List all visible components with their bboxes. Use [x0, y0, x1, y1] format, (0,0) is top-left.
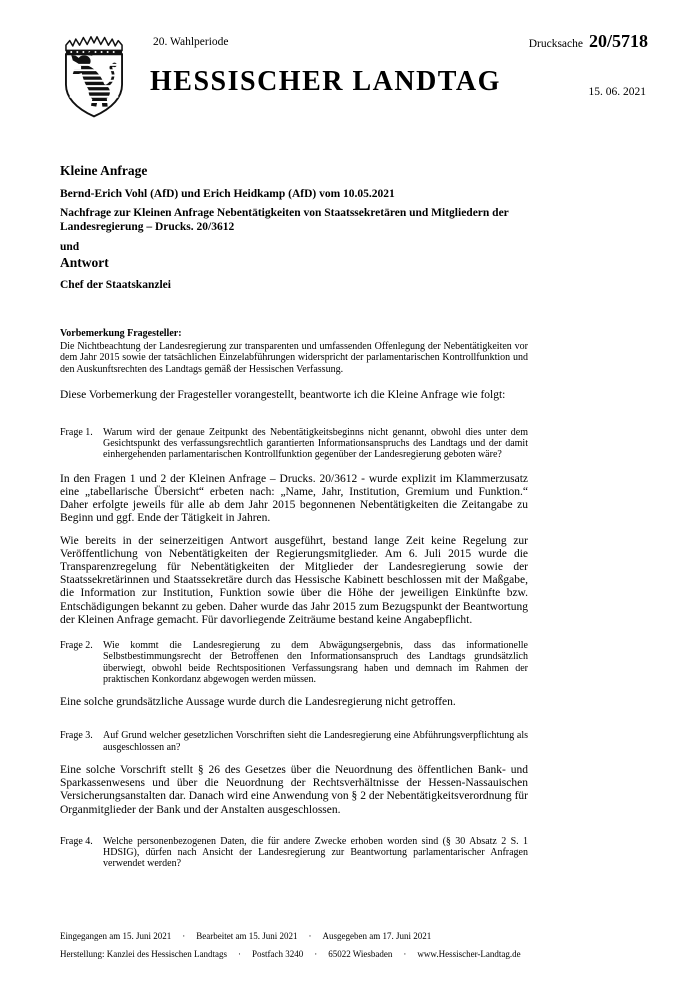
answer-paragraph-2: Eine solche grundsätzliche Aussage wurde durch die Landesregierung nicht getroffen.: [60, 696, 456, 709]
connector-word: und: [60, 241, 80, 253]
footer-received: Eingegangen am 15. Juni 2021: [60, 931, 172, 941]
document-date: 15. 06. 2021: [588, 86, 646, 98]
footer-website: www.Hessischer-Landtag.de: [417, 949, 521, 959]
question-block-4: [60, 836, 528, 870]
question-block-2: [60, 640, 528, 685]
question-label-3: Frage 3.: [60, 730, 93, 742]
answer-heading: Antwort: [60, 255, 109, 270]
footer-dates-line: [60, 931, 521, 941]
footer-city: 65022 Wiesbaden: [328, 949, 393, 959]
answerer-line: Chef der Staatskanzlei: [60, 279, 171, 291]
document-body: [60, 163, 528, 870]
answer-paragraph-3: Eine solche Vorschrift stellt § 26 des Gesetzes über die Neuordnung des öffentlichen Bank- und Sparkassenwesens und über die Neuordnung der Rechtsverhältnisse der Hessen-Nassauischen Versicherungsanstalten dar. Danach wird eine Anwendung von § 2 der Nebentätigkeitsverordnung für Organmitglieder der Bank und der Anstalten ausgeschlossen.: [60, 764, 528, 816]
footer-separator: ·: [182, 931, 186, 941]
footer-separator: ·: [314, 949, 318, 959]
answer-paragraph-1a: In den Fragen 1 und 2 der Kleinen Anfrage – Drucks. 20/3612 - wurde explizit im Klammerzusatz eine „tabellarische Übersicht“ erbeten nach: „Name, Jahr, Institution, Gremium und Funktion.“ Daher erfolgte jeweils für alle ab dem Jahr 2015 begonnenen Nebentätigkeiten die Zeitangabe zu Beginn und ggf. Ende der Tätigkeit in Jahren.: [60, 472, 528, 525]
drucksache-number: 20/5718: [588, 31, 648, 51]
lead-in-sentence: Diese Vorbemerkung der Fragesteller vorangestellt, beantworte ich die Kleine Anfrage wie folgt:: [60, 388, 506, 401]
institution-title: HESSISCHER LANDTAG: [150, 66, 501, 97]
answer-paragraph-1b: Wie bereits in der seinerzeitigen Antwort ausgeführt, bestand lange Zeit keine Regelung zur Veröffentlichung von Nebentätigkeiten der Regierungsmitglieder. Am 6. Juli 2015 wurde die Transparenzregelung für Nebentätigkeiten der Mitglieder der Landesregierung sowie der Staatssekretärinnen und Staatssekretäre durch das Hessische Kabinett beschlossen mit der Maßgabe, die Information zur Institution, Funktion sowie über die Höhe der jeweiligen Einkünfte bzw. Entschädigungen bekannt zu geben. Daher wurde das Jahr 2015 zum Bezugspunkt der Beantwortung der Kleinen Anfrage gemacht. Für davorliegende Zeiträume bestand keine Angabepflicht.: [60, 534, 528, 626]
footer-imprint-line: [60, 949, 521, 959]
hessen-coat-of-arms-icon: [56, 30, 132, 124]
preface-text: Die Nichtbeachtung der Landesregierung zur transparenten und umfassenden Offenlegung der Nebentätigkeiten vor dem Jahr 2015 sowie der tatsächlichen Einzelabführungen widerspricht der parlamentarischen Kontrollfunktion und den Auskunftsrechten des Landtags gemäß der Hessischen Verfassung.: [60, 341, 528, 375]
footer-processed: Bearbeitet am 15. Juni 2021: [196, 931, 298, 941]
footer-pobox: Postfach 3240: [251, 949, 304, 959]
question-text-1: Warum wird der genaue Zeitpunkt des Nebentätigkeitsbeginns nicht genannt, obwohl dies unter dem Gesichtspunkt des verfassungsrechtlich garantierten Informationsanspruchs des Landtags und der damit einhergehenden parlamentarischen Kontrollfunktion gegenüber der Landesregierung geboten wäre?: [103, 426, 528, 461]
authors-line: Bernd-Erich Vohl (AfD) und Erich Heidkamp (AfD) vom 10.05.2021: [60, 188, 395, 200]
drucksache-label: Drucksache: [528, 38, 583, 50]
legislative-period: 20. Wahlperiode: [153, 36, 229, 48]
question-text-4: Welche personenbezogenen Daten, die für andere Zwecke erhoben worden sind (§ 30 Absatz 2 S. 1 HDSIG), dürfen nach Ansicht der Landesregierung zur Beantwortung parlamentarischer Anfragen verwendet werden?: [103, 835, 528, 870]
question-block-3: [60, 730, 528, 753]
subject-line: Nachfrage zur Kleinen Anfrage Nebentätigkeiten von Staatssekretären und Mitgliedern der Landesregierung – Drucks. 20/3612: [60, 207, 509, 233]
footer-separator: ·: [308, 931, 312, 941]
question-text-3: Auf Grund welcher gesetzlichen Vorschriften sieht die Landesregierung eine Abführungsverpflichtung als ausgeschlossen an?: [103, 730, 528, 753]
question-text-2: Wie kommt die Landesregierung zu dem Abwägungsergebnis, dass das informationelle Selbstbestimmungsrecht der Betroffenen den Informationsanspruch des Landtags grundsätzlich überwiegt, obwohl beide Rechtspositionen Verfassungsrang haben und demnach im Rahmen der praktischen Konkordanz abgewogen werden müssen.: [103, 640, 528, 685]
footer-producer: Herstellung: Kanzlei des Hessischen Landtags: [60, 949, 227, 959]
question-label-1: Frage 1.: [60, 426, 93, 438]
document-type-heading: Kleine Anfrage: [60, 163, 148, 178]
question-block-1: [60, 427, 528, 461]
footer-separator: ·: [403, 949, 407, 959]
document-footer: [60, 931, 521, 967]
drucksache-line: [529, 31, 648, 52]
footer-separator: ·: [237, 949, 241, 959]
question-label-2: Frage 2.: [60, 640, 93, 652]
question-label-4: Frage 4.: [60, 835, 93, 847]
preface-heading: Vorbemerkung Fragesteller:: [60, 328, 182, 339]
footer-issued: Ausgegeben am 17. Juni 2021: [322, 931, 432, 941]
